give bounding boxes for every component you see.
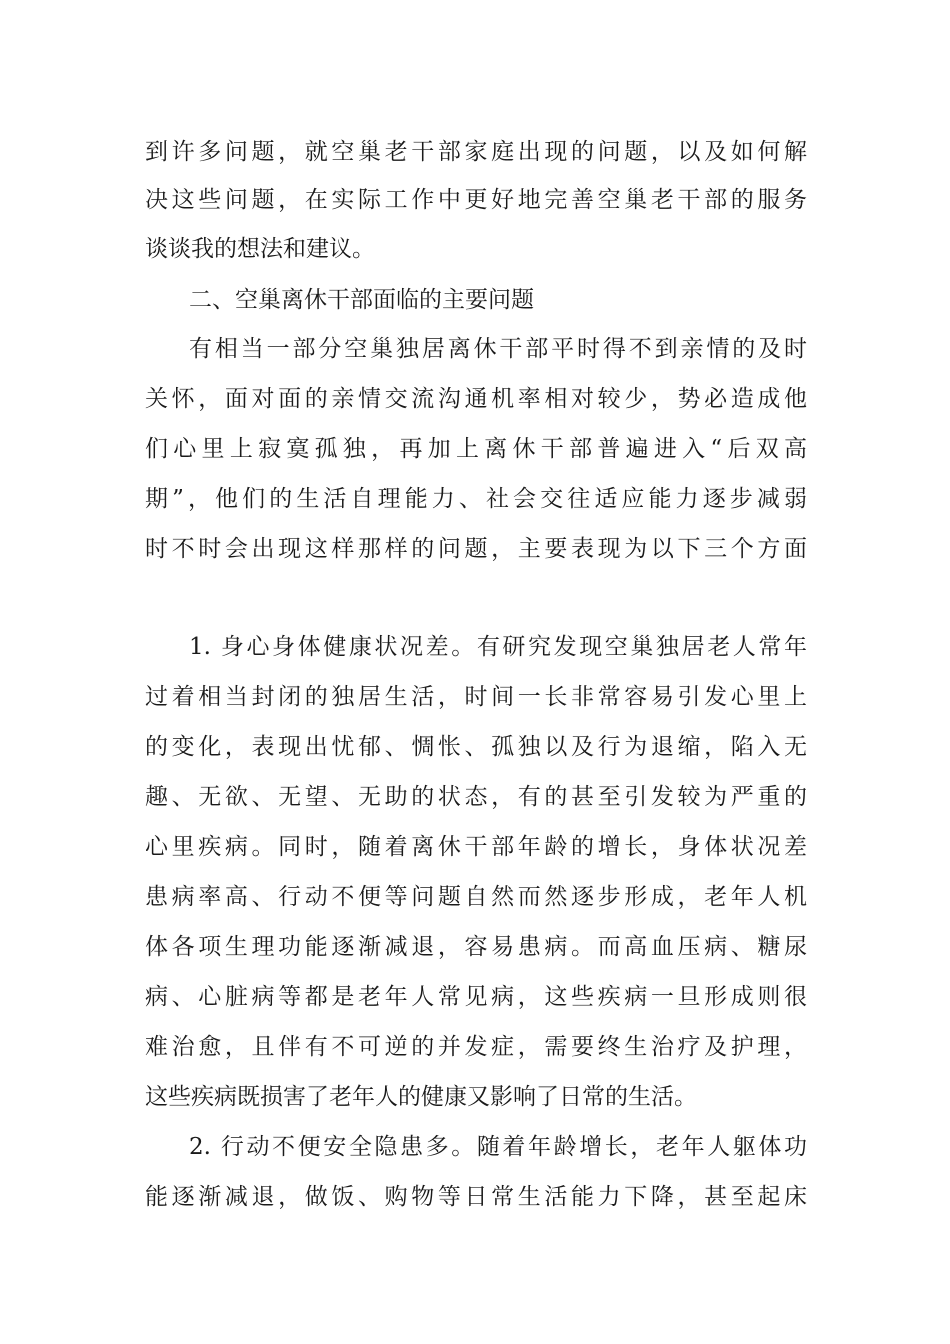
item1-line-9: 难治愈，且伴有不可逆的并发症，需要终生治疗及护理， [145,1034,807,1060]
para-main-line-5: 时不时会出现这样那样的问题，主要表现为以下三个方面 [145,536,807,562]
item1-line-4: 趣、无欲、无望、无助的状态，有的甚至引发较为严重的 [145,784,807,810]
para-intro-line-2: 决这些问题，在实际工作中更好地完善空巢老干部的服务 [145,187,807,213]
para-intro-line-1: 到许多问题，就空巢老干部家庭出现的问题，以及如何解 [145,139,807,165]
item1-line-1: 1. 身心身体健康状况差。有研究发现空巢独居老人常年 [189,634,807,660]
item1-line-7: 体各项生理功能逐渐减退，容易患病。而高血压病、糖尿 [145,934,807,960]
item2-line-2: 能逐渐减退，做饭、购物等日常生活能力下降，甚至起床 [145,1184,807,1210]
item2-line-1: 2. 行动不便安全隐患多。随着年龄增长，老年人躯体功 [189,1134,807,1160]
item1-line-2: 过着相当封闭的独居生活，时间一长非常容易引发心里上 [145,684,807,710]
para-main-line-3: 们心里上寂寞孤独，再加上离休干部普遍进入“后双高 [145,436,807,462]
para-main-line-1: 有相当一部分空巢独居离休干部平时得不到亲情的及时 [189,336,807,362]
para-intro-line-3: 谈谈我的想法和建议。 [145,236,375,262]
para-main-line-2: 关怀，面对面的亲情交流沟通机率相对较少，势必造成他 [145,386,807,412]
para-main-line-4: 期”，他们的生活自理能力、社会交往适应能力逐步减弱 [145,486,807,512]
item1-line-5: 心里疾病。同时，随着离休干部年龄的增长，身体状况差 [145,834,807,860]
item1-line-10: 这些疾病既损害了老年人的健康又影响了日常的生活。 [145,1084,697,1110]
item1-line-8: 病、心脏病等都是老年人常见病，这些疾病一旦形成则很 [145,984,807,1010]
item1-line-6: 患病率高、行动不便等问题自然而然逐步形成，老年人机 [145,884,807,910]
section-heading: 二、空巢离休干部面临的主要问题 [189,287,534,313]
item1-line-3: 的变化，表现出忧郁、惆怅、孤独以及行为退缩，陷入无 [145,734,807,760]
